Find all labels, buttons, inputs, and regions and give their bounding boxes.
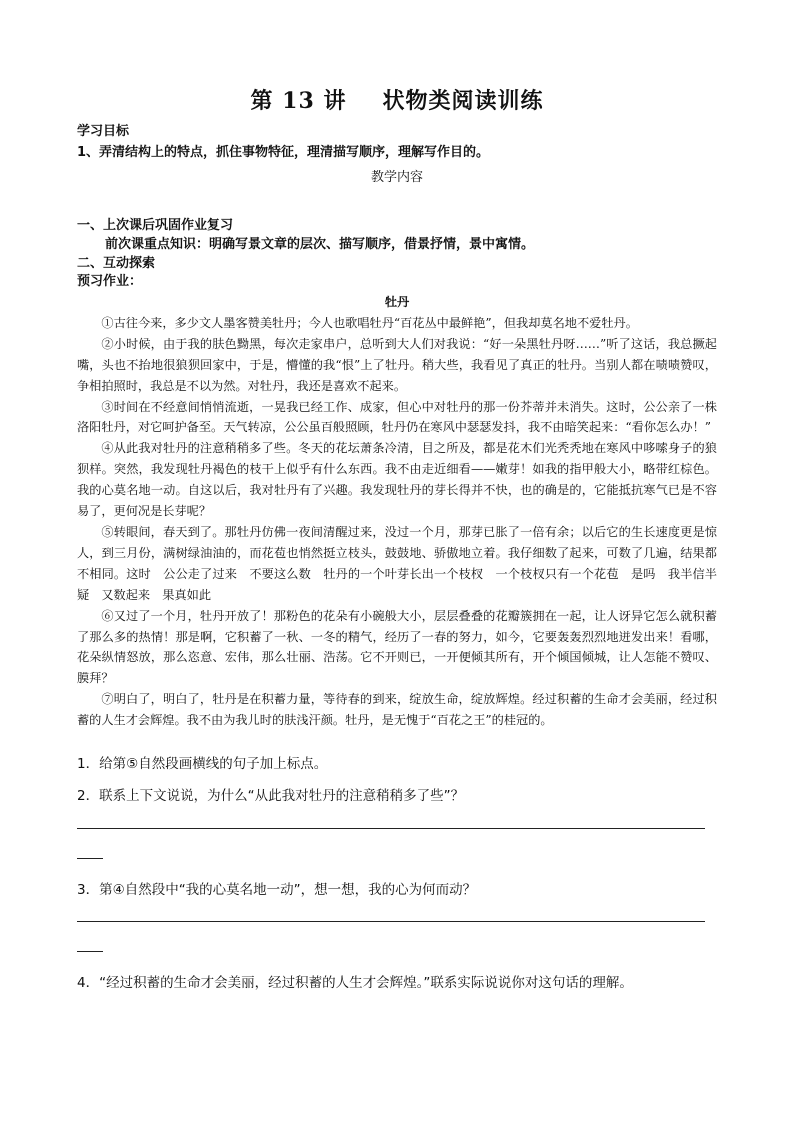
- passage-paragraph-2: ②小时候，由于我的肤色黝黑，每次走家串户，总听到大人们对我说：“好一朵黑牡丹呀……”听了这话，我总撅起嘴，头也不抬地很狼狈回家中，于是，懵懂的我“恨”上了牡丹。稍大些，我看见了真正的牡丹。当别人都在啧啧赞叹，争相拍照时，我总是不以为然。对牡丹，我还是喜欢不起来。: [77, 336, 717, 393]
- answer-line-2[interactable]: [77, 828, 705, 829]
- section1-key-point: 前次课重点知识：明确写景文章的层次、描写顺序，借景抒情，景中寓情。: [105, 237, 535, 252]
- reading-passage: [77, 292, 717, 731]
- question-3: 3．第④自然段中“我的心莫名地一动”，想一想，我的心为何而动？: [77, 882, 477, 898]
- question-2: 2．联系上下文说说，为什么“从此我对牡丹的注意稍稍多了些”？: [77, 788, 465, 804]
- lesson-topic: 状物类阅读训练: [382, 88, 544, 114]
- objectives-heading: 学习目标: [77, 124, 130, 139]
- lesson-number: 第 13 讲: [250, 88, 347, 114]
- section2-heading: 二、互动探索: [77, 256, 156, 271]
- section1-heading: 一、上次课后巩固作业复习: [77, 218, 234, 233]
- passage-paragraph-3: ③时间在不经意间悄悄流逝，一晃我已经工作、成家，但心中对牡丹的那一份芥蒂并未消失。这时，公公亲了一株洛阳牡丹，对它呵护备至。天气转凉，公公虽百般照顾，牡丹仍在寒风中瑟瑟发抖，我不由暗笑起来：“看你怎么办！”: [77, 399, 717, 435]
- preview-label: 预习作业：: [77, 274, 143, 289]
- question-4: 4．“经过积蓄的生命才会美丽，经过积蓄的人生才会辉煌。”联系实际说说你对这句话的理解。: [77, 975, 633, 991]
- passage-paragraph-4: ④从此我对牡丹的注意稍稍多了些。冬天的花坛萧条冷清，目之所及，都是花木们光秃秃地在寒风中哆嗦身子的狼狈样。突然，我发现牡丹褐色的枝干上似乎有什么东西。我不由走近细看——嫩芽！如我的指甲般大小，略带红棕色。我的心莫名地一动。自这以后，我对牡丹有了兴趣。我发现牡丹的芽长得并不快，也的确是的，它能抵抗寒气已是不容易了，更何况是长芽呢？: [77, 441, 717, 519]
- answer-line-3-end[interactable]: [77, 951, 103, 952]
- passage-paragraph-1: ①古往今来，多少文人墨客赞美牡丹；今人也歌唱牡丹“百花丛中最鲜艳”，但我却莫名地不爱牡丹。: [101, 315, 638, 330]
- lesson-title: [0, 84, 794, 115]
- answer-line-3[interactable]: [77, 921, 705, 922]
- objective-item: 1、弄清结构上的特点，抓住事物特征，理清描写顺序，理解写作目的。: [77, 145, 490, 160]
- answer-line-2-end[interactable]: [77, 858, 103, 859]
- passage-paragraph-5: ⑤转眼间，春天到了。那牡丹仿佛一夜间清醒过来，没过一个月，那芽已胀了一倍有余；以后它的生长速度更是惊人，到三月份，满树绿油油的，而花苞也悄然挺立枝头，鼓鼓地、骄傲地立着。我仔细数了起来，可数了几遍，结果都不相同。这时 公公走了过来 不要这么数 牡丹的一个叶芽长出一个枝杈 一个枝杈只有一个花苞 是吗 我半信半疑 又数起来 果真如此: [77, 524, 717, 602]
- passage-paragraph-7: ⑦明白了，明白了，牡丹是在积蓄力量，等待春的到来，绽放生命，绽放辉煌。经过积蓄的生命才会美丽，经过积蓄的人生才会辉煌。我不由为我儿时的肤浅汗颜。牡丹，是无愧于“百花之王”的桂冠的。: [77, 692, 717, 728]
- passage-title: 牡丹: [384, 295, 410, 309]
- content-heading: 教学内容: [370, 170, 423, 185]
- passage-paragraph-6: ⑥又过了一个月，牡丹开放了！那粉色的花朵有小碗般大小，层层叠叠的花瓣簇拥在一起，让人讶异它怎么就积蓄了那么多的热情！那是啊，它积蓄了一秋、一冬的精气，经历了一春的努力，如今，它要轰轰烈烈地迸发出来！看哪，花朵纵情怒放，那么恣意、宏伟，那么壮丽、浩荡。它不开则已，一开便倾其所有，开个倾国倾城，让人怎能不赞叹、膜拜？: [77, 608, 717, 686]
- question-1: 1．给第⑤自然段画横线的句子加上标点。: [77, 756, 328, 772]
